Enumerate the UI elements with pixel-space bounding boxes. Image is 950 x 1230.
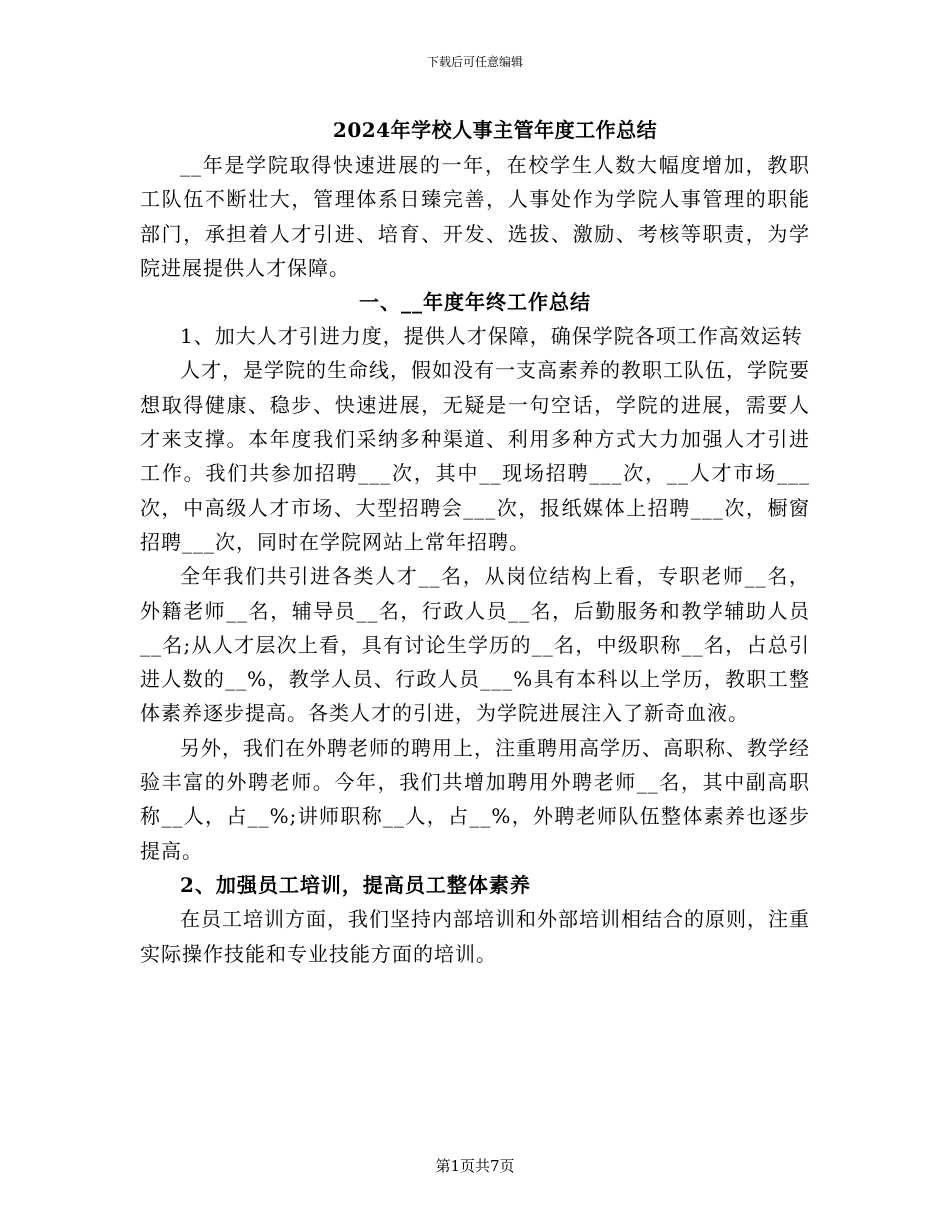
document-body (140, 112, 810, 971)
section-heading-1: 一、__年度年终工作总结 (359, 290, 591, 315)
page-number: 第1页共7页 (435, 1157, 515, 1175)
document-title: 2024年学校人事主管年度工作总结 (332, 118, 658, 142)
intro-paragraph: __年是学院取得快速进展的一年，在校学生人数大幅度增加，教职工队伍不断壮大，管理体系日臻完善，人事处作为学院人事管理的职能部门，承担着人才引进、培育、开发、选拔、激励、考核等职责，为学院进展提供人才保障。 (140, 153, 810, 280)
paragraph-external-teachers: 另外，我们在外聘老师的聘用上，注重聘用高学历、高职称、教学经验丰富的外聘老师。今年，我们共增加聘用外聘老师__名，其中副高职称__人，占__%;讲师职称__人，占__%，外聘老师队伍整体素养也逐步提高。 (140, 735, 810, 863)
paragraph-talent-recruitment: 人才，是学院的生命线，假如没有一支高素养的教职工队伍，学院要想取得健康、稳步、快速进展，无疑是一句空话，学院的进展，需要人才来支撑。本年度我们采纳多种渠道、利用多种方式大力加强人才引进工作。我们共参加招聘___次，其中__现场招聘___次，__人才市场___次，中高级人才市场、大型招聘会___次，报纸媒体上招聘___次，橱窗招聘___次，同时在学院网站上常年招聘。 (140, 358, 810, 554)
page-header-note: 下载后可任意编辑 (426, 55, 523, 69)
paragraph-staff-training: 在员工培训方面，我们坚持内部培训和外部培训相结合的原则，注重实际操作技能和专业技能方面的培训。 (140, 907, 810, 966)
paragraph-talent-statistics: 全年我们共引进各类人才__名，从岗位结构上看，专职老师__名，外籍老师__名，辅导员__名，行政人员__名，后勤服务和教学辅助人员__名;从人才层次上看，具有讨论生学历的__名，中级职称__名，占总引进人数的__%，教学人员、行政人员___%具有本科以上学历，教职工整体素养逐步提高。各类人才的引进，为学院进展注入了新奇血液。 (140, 564, 810, 726)
item-heading-2: 2、加强员工培训，提高员工整体素养 (180, 872, 531, 897)
item-heading-1: 1、加大人才引进力度，提供人才保障，确保学院各项工作高效运转 (180, 324, 803, 349)
